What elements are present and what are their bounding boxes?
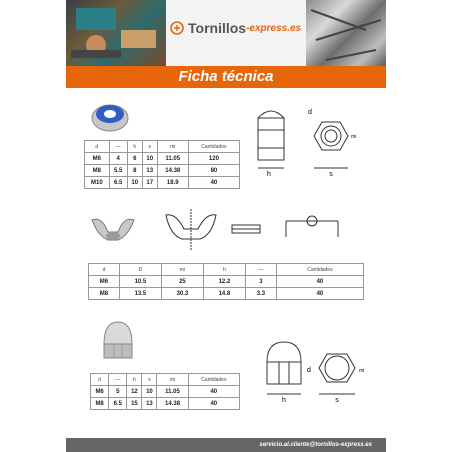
table-cell: M10 xyxy=(85,177,110,189)
lock-nut-table xyxy=(84,140,240,189)
table-cell: d xyxy=(89,264,120,276)
table-row xyxy=(91,386,240,398)
col-header: — xyxy=(109,141,127,153)
screws-photo xyxy=(306,0,386,66)
table-cell: 80 xyxy=(188,165,239,177)
header-banner xyxy=(66,0,386,66)
d-label: d xyxy=(307,367,311,374)
logo-icon xyxy=(170,21,184,35)
table-header-row xyxy=(91,374,240,386)
table-cell: 40 xyxy=(188,177,239,189)
col-header: s xyxy=(142,141,157,153)
table-cell: 10.5 xyxy=(119,276,161,288)
brand-logo xyxy=(170,20,301,36)
table-cell: 12.2 xyxy=(203,276,245,288)
table-header-row xyxy=(85,141,240,153)
table-cell: M6 xyxy=(85,153,110,165)
table-cell: 6.5 xyxy=(109,177,127,189)
table-cell: 11.05 xyxy=(157,153,188,165)
nylon-lock-nut-image xyxy=(86,96,134,136)
col-header: Cantidades xyxy=(188,141,239,153)
table-row xyxy=(89,288,364,300)
s-label: s xyxy=(335,397,339,404)
col-header: mi xyxy=(157,141,188,153)
table-cell: M6 xyxy=(89,276,120,288)
table-cell: 14.38 xyxy=(157,165,188,177)
table-cell: 4 xyxy=(109,153,127,165)
d-label: d xyxy=(308,109,312,116)
footer-bar xyxy=(66,438,386,452)
col-header: h xyxy=(127,141,142,153)
wing-nut-table xyxy=(88,263,364,300)
mi-label: mi xyxy=(359,368,365,374)
table-cell: 14.38 xyxy=(157,398,188,410)
table-cell: 30.3 xyxy=(161,288,203,300)
table-cell: 120 xyxy=(188,153,239,165)
table-cell: mi xyxy=(161,264,203,276)
brand-suffix: -express.es xyxy=(246,22,302,34)
lock-nut-diagram xyxy=(252,96,402,180)
table-cell: 17 xyxy=(142,177,157,189)
table-cell: 15 xyxy=(127,398,142,410)
table-cell: 5 xyxy=(109,386,127,398)
table-cell: 40 xyxy=(188,398,239,410)
table-cell: 14.8 xyxy=(203,288,245,300)
h-label: h xyxy=(282,397,286,404)
table-cell: mi xyxy=(157,374,188,386)
table-cell: 5.5 xyxy=(109,165,127,177)
table-cell: M8 xyxy=(91,398,109,410)
h-label: h xyxy=(267,171,271,178)
cap-nut-image xyxy=(98,318,138,364)
table-cell: 25 xyxy=(161,276,203,288)
table-row xyxy=(91,398,240,410)
cap-nut-diagram xyxy=(261,332,381,408)
table-cell: 8 xyxy=(127,165,142,177)
table-cell: 6 xyxy=(127,153,142,165)
table-cell: 40 xyxy=(188,386,239,398)
wing-nut-image xyxy=(88,212,138,248)
cap-nut-table xyxy=(90,373,240,410)
table-row xyxy=(85,165,240,177)
table-cell: M6 xyxy=(91,386,109,398)
table-cell: d xyxy=(91,374,109,386)
brand-name: Tornillos xyxy=(188,20,247,36)
table-row xyxy=(89,276,364,288)
table-cell: 3.3 xyxy=(245,288,276,300)
table-cell: 10 xyxy=(127,177,142,189)
table-cell: — xyxy=(245,264,276,276)
datasheet-page xyxy=(66,0,386,452)
table-cell: 11.05 xyxy=(157,386,188,398)
table-cell: 40 xyxy=(276,288,363,300)
tools-photo xyxy=(66,0,166,66)
s-label: s xyxy=(329,171,333,178)
table-cell: Cantidades xyxy=(276,264,363,276)
table-row xyxy=(85,177,240,189)
table-header-row xyxy=(89,264,364,276)
table-cell: 10 xyxy=(142,153,157,165)
wing-nut-diagram xyxy=(156,205,346,253)
table-cell: 10 xyxy=(142,386,157,398)
table-cell: 40 xyxy=(276,276,363,288)
mi-label: mi xyxy=(351,134,357,140)
table-cell: h xyxy=(203,264,245,276)
table-cell: D xyxy=(119,264,161,276)
table-cell: h xyxy=(127,374,142,386)
table-cell: 18.9 xyxy=(157,177,188,189)
table-cell: 6.5 xyxy=(109,398,127,410)
table-cell: Cantidades xyxy=(188,374,239,386)
table-cell: s xyxy=(142,374,157,386)
page-title: Ficha técnica xyxy=(66,66,386,88)
contact-email[interactable]: servicio.al.cliente@tornillos-express.es xyxy=(259,442,372,448)
table-cell: 12 xyxy=(127,386,142,398)
table-cell: 3 xyxy=(245,276,276,288)
table-cell: M8 xyxy=(85,165,110,177)
table-cell: 13 xyxy=(142,398,157,410)
table-cell: M8 xyxy=(89,288,120,300)
table-cell: — xyxy=(109,374,127,386)
table-row xyxy=(85,153,240,165)
table-cell: 13.5 xyxy=(119,288,161,300)
table-cell: 13 xyxy=(142,165,157,177)
col-header: d xyxy=(85,141,110,153)
